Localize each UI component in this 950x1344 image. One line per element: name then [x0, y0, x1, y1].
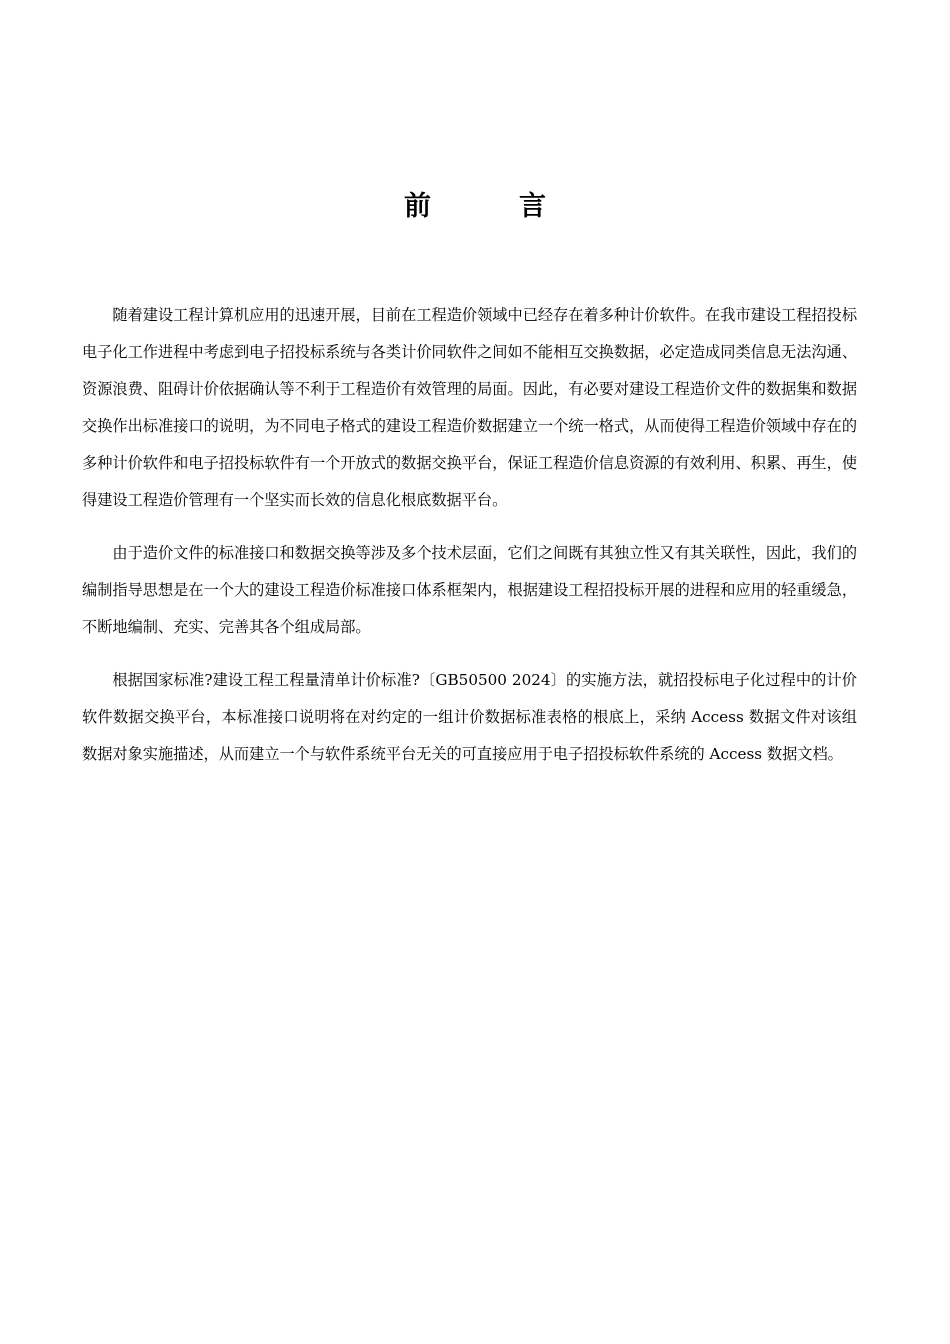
paragraph-1: 随着建设工程计算机应用的迅速开展，目前在工程造价领域中已经存在着多种计价软件。在我市建设工程招投标电子化工作进程中考虑到电子招投标系统与各类计价同软件之间如不能相互交换数据，必定造成同类信息无法沟通、资源浪费、阻碍计价依据确认等不利于工程造价有效管理的局面。因此，有必要对建设工程造价文件的数据集和数据交换作出标准接口的说明，为不同电子格式的建设工程造价数据建立一个统一格式，从而使得工程造价领域中存在的多种计价软件和电子招投标软件有一个开放式的数据交换平台，保证工程造价信息资源的有效利用、积累、再生，使得建设工程造价管理有一个坚实而长效的信息化根底数据平台。 [82, 306, 857, 509]
page-title [0, 184, 950, 223]
paragraph-3: 根据国家标准?建设工程工程量清单计价标准?〔GB50500 2024〕的实施方法，就招投标电子化过程中的计价软件数据交换平台，本标准接口说明将在对约定的一组计价数据标准表格的根底上，采纳 Access 数据文件对该组数据对象实施描述，从而建立一个与软件系统平台无关的可直接应用于电子招投标软件系统的 Access 数据文档。 [82, 671, 857, 763]
title-char-2: 言 [519, 191, 546, 222]
body-text [82, 297, 857, 789]
paragraph-2: 由于造价文件的标准接口和数据交换等涉及多个技术层面，它们之间既有其独立性又有其关联性，因此，我们的编制指导思想是在一个大的建设工程造价标准接口体系框架内，根据建设工程招投标开展的进程和应用的轻重缓急，不断地编制、充实、完善其各个组成局部。 [82, 544, 857, 636]
title-char-1: 前 [404, 191, 431, 222]
